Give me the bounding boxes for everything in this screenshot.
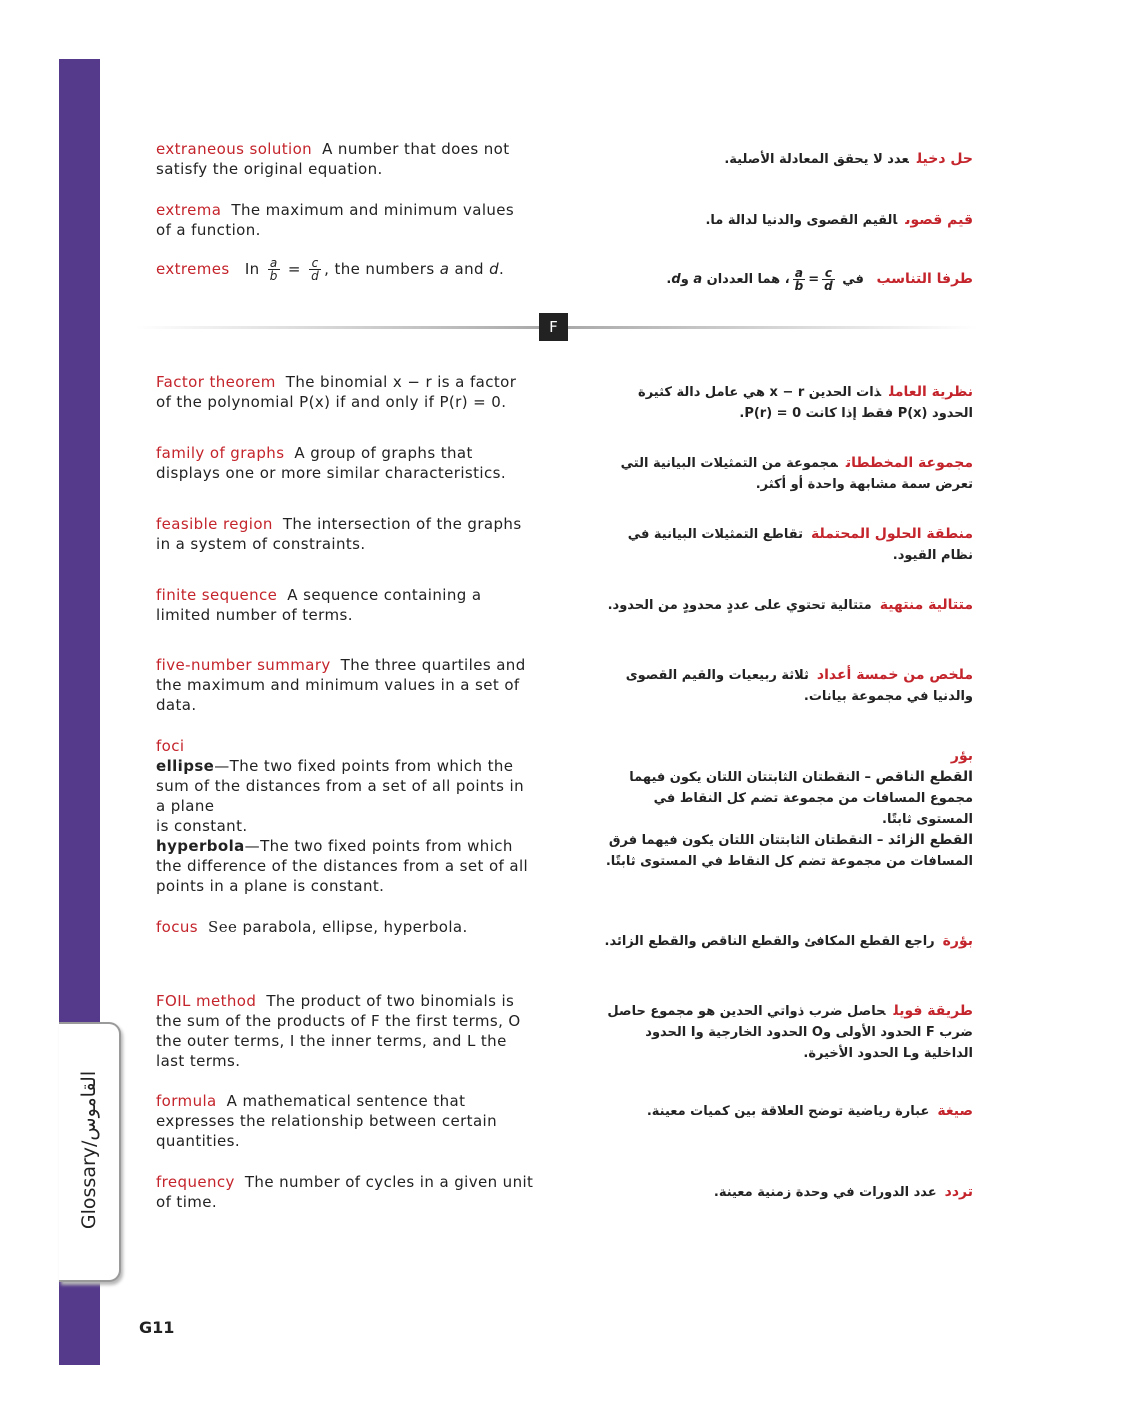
entry-ar-formula <box>593 1101 973 1122</box>
definition-ar: مجموعة من التمثيلات البيانية التي تعرض سمة مشابهة واحدة أو أكثر. <box>620 456 973 492</box>
glossary-tab-label: Glossary/القاموس <box>78 1070 100 1230</box>
definition: The three quartiles and the maximum and minimum values in a set of data. <box>156 656 526 714</box>
definition: The number of cycles in a given unit of time. <box>156 1173 534 1211</box>
fraction-ar-a-over-b: $\frac{a}{b}$ <box>794 266 804 293</box>
extremes-ar-post: ، هما العددان <box>706 272 790 287</box>
foci-ellipse-definition: ellipse—The two fixed points from which the sum of the distances from a set of all points in a plane <box>156 757 525 815</box>
foci-ar-hyperbola: القطع الزائد – النقطتان الثابتتان اللتان يكون فيهما فرق المسافات من مجموعة تضم كل النقاط في المستوى ثابتًا. <box>605 832 973 869</box>
definition-ar: راجع القطع المكافئ والقطع الناقص والقطع الزائد. <box>604 934 935 949</box>
definition: parabola, ellipse, hyperbola. <box>242 918 468 936</box>
definition-ar: عبارة رياضية توضح العلاقة بين كميات معينة. <box>646 1104 930 1119</box>
term-ar-extrema: قيم قصوى <box>905 212 973 228</box>
fraction-a-over-b: $\frac{a}{b}$ <box>269 256 278 283</box>
extremes-post: , the numbers <box>324 260 435 278</box>
entry-en-frequency <box>156 1172 534 1212</box>
term-ar-foil-method: طريقة فويل <box>893 1003 973 1019</box>
entry-ar-frequency <box>593 1182 973 1203</box>
definition-ar: تقاطع التمثيلات البيانية في نظام القيود. <box>627 527 973 563</box>
term-finite-sequence: finite sequence <box>156 586 278 604</box>
foci-ellipse-tail: is constant. <box>156 817 248 835</box>
entry-en-finite-sequence <box>156 585 534 625</box>
fraction-c-over-d: $\frac{c}{d}$ <box>311 256 320 283</box>
definition: The binomial x − r is a factor of the polynomial P(x) if and only if P(r) = 0. <box>156 373 517 411</box>
definition-ar: القيم القصوى والدنيا لدالة ما. <box>705 213 898 228</box>
definition-ar: عدد الدورات في وحدة زمنية معينة. <box>713 1185 937 1200</box>
fraction-ar-c-over-d: $\frac{c}{d}$ <box>824 266 833 293</box>
term-feasible-region: feasible region <box>156 515 273 533</box>
extremes-ar-pre: في <box>842 272 864 287</box>
foci-hyperbola-definition: hyperbola—The two fixed points from which the difference of the distances from a set of all points in a plane is constant. <box>156 837 529 895</box>
entry-ar-extrema <box>593 210 973 231</box>
entry-en-foci <box>156 736 534 896</box>
term-focus: focus <box>156 918 199 936</box>
entry-ar-extremes: طرفا التناسب في $\frac{a}{b}$ = $\frac{c}{d}$ ، هما العددان a وd. <box>666 266 973 293</box>
definition-ar: ذات الحدين x − r هي عامل دالة كثيرة الحدود P(x) فقط إذا كانت P(r) = 0. <box>638 385 973 421</box>
term-ar-feasible-region: منطقة الحلول المحتملة <box>811 526 973 542</box>
entry-ar-focus <box>593 931 973 952</box>
term-foil-method: FOIL method <box>156 992 257 1010</box>
definition: A number that does not satisfy the original equation. <box>156 140 510 178</box>
see-label: See <box>208 918 238 936</box>
entry-en-five-number-summary <box>156 655 534 715</box>
entry-en-extrema <box>156 200 534 240</box>
term-ar-extremes: طرفا التناسب <box>876 271 973 287</box>
entry-en-factor-theorem <box>156 372 534 412</box>
definition-ar: متتالية تحتوي على عددٍ محدودٍ من الحدود. <box>607 598 872 613</box>
term-ar-frequency: تردد <box>944 1184 973 1200</box>
term-ar-finite-sequence: متتالية منتهية <box>879 597 973 613</box>
definition: A sequence containing a limited number of terms. <box>156 586 482 624</box>
definition: The maximum and minimum values of a function. <box>156 201 515 239</box>
entry-ar-extraneous-solution <box>593 149 973 170</box>
term-extremes: extremes <box>156 260 230 278</box>
entry-ar-foci <box>593 746 973 872</box>
term-ar-factor-theorem: نظرية العامل <box>889 384 973 400</box>
term-ar-five-number-summary: ملخص من خمسة أعداد <box>816 667 973 683</box>
term-ar-family-of-graphs: مجموعة المخططات <box>845 455 973 471</box>
definition: A mathematical sentence that expresses the relationship between certain quantities. <box>156 1092 498 1150</box>
term-frequency: frequency <box>156 1173 235 1191</box>
term-ar-formula: صيغة <box>937 1103 973 1119</box>
entry-en-foil-method <box>156 991 534 1071</box>
page-number: G11 <box>139 1318 175 1337</box>
entry-ar-feasible-region <box>593 524 973 566</box>
definition-ar: عدد لا يحقق المعادلة الأصلية. <box>724 152 909 167</box>
definition: A group of graphs that displays one or more similar characteristics. <box>156 444 507 482</box>
term-formula: formula <box>156 1092 217 1110</box>
section-divider-left <box>135 326 539 329</box>
section-letter-badge: F <box>539 313 568 341</box>
definition: The intersection of the graphs in a system of constraints. <box>156 515 522 553</box>
entry-ar-five-number-summary <box>593 665 973 707</box>
definition-ar: ثلاثة ربيعيات والقيم القصوى والدنيا في مجموعة بيانات. <box>625 668 973 704</box>
entry-en-extraneous-solution <box>156 139 534 179</box>
term-ar-extraneous-solution: حل دخيل <box>916 151 973 167</box>
term-foci: foci <box>156 737 185 755</box>
entry-en-formula <box>156 1091 534 1151</box>
entry-ar-finite-sequence <box>593 595 973 616</box>
term-family-of-graphs: family of graphs <box>156 444 285 462</box>
entry-ar-foil-method <box>593 1001 973 1064</box>
term-extraneous-solution: extraneous solution <box>156 140 313 158</box>
entry-ar-factor-theorem <box>593 382 973 424</box>
term-ar-foci: بؤر <box>950 748 973 764</box>
term-extrema: extrema <box>156 201 222 219</box>
definition: The product of two binomials is the sum of the products of F the first terms, O the outer terms, I the inner terms, and L the last terms. <box>156 992 521 1070</box>
entry-ar-family-of-graphs <box>593 453 973 495</box>
section-divider-right <box>568 326 978 329</box>
entry-en-focus <box>156 917 534 937</box>
extremes-pre: In <box>244 260 260 278</box>
entry-en-feasible-region <box>156 514 534 554</box>
entry-en-extremes: extremes In $\frac{a}{b}$ = $\frac{c}{d}$ , the numbers a and d. <box>156 256 505 283</box>
term-factor-theorem: Factor theorem <box>156 373 276 391</box>
term-ar-focus: بؤرة <box>942 933 973 949</box>
foci-ar-ellipse: القطع الناقص – النقطتان الثابتتان اللتان يكون فيهما مجموع المسافات من مجموعة تضم كل النقاط في المستوى ثابتًا. <box>629 769 973 827</box>
definition-ar: حاصل ضرب ذواتي الحدين هو مجموع حاصل ضرب F الحدود الأولى وO الحدود الخارجية وI الحدود الداخلية وL الحدود الأخيرة. <box>607 1004 973 1061</box>
entry-en-family-of-graphs <box>156 443 534 483</box>
term-five-number-summary: five-number summary <box>156 656 331 674</box>
